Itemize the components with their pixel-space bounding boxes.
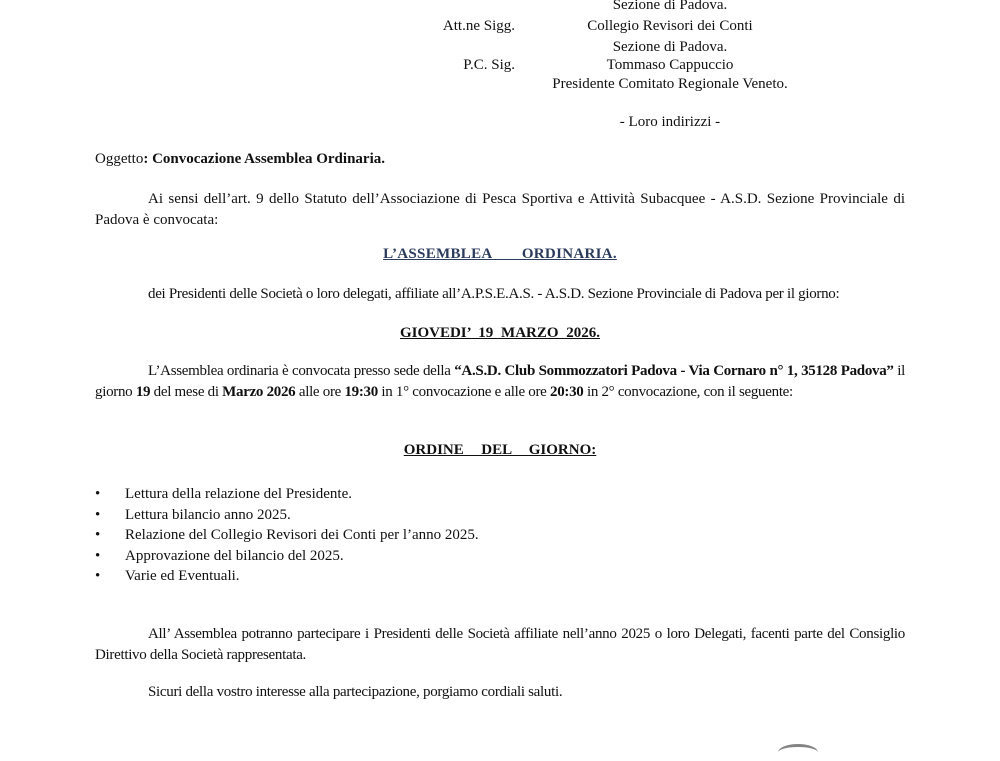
recipient-closing: - Loro indirizzi - — [619, 114, 721, 130]
first-call-time: 19:30 — [344, 384, 378, 400]
meeting-day: 19 — [135, 384, 151, 400]
agenda-heading — [0, 442, 1000, 459]
date-heading-text: GIOVEDI’ 19 MARZO 2026. — [399, 325, 601, 341]
agenda-item-text: Approvazione del bilancio del 2025. — [125, 547, 344, 564]
bullet-icon: • — [95, 568, 101, 584]
attendees-paragraph: dei Presidenti delle Società o loro delegati, affiliate all’A.P.S.E.A.S. - A.S.D. Sezione Provinciale di Padova per il giorno: — [148, 286, 840, 302]
second-call-time: 20:30 — [550, 384, 584, 400]
venue-name: “A.S.D. Club Sommozzatori Padova - Via Cornaro n° 1, 35128 Padova” — [454, 363, 894, 379]
venue-text: L’Assemblea ordinaria è convocata presso sede della — [148, 363, 455, 379]
assembly-heading — [0, 246, 1000, 263]
recipient-label-attne: Att.ne Sigg. — [442, 18, 515, 34]
agenda-item-text: Lettura bilancio anno 2025. — [125, 506, 291, 523]
venue-text: del mese di — [150, 384, 223, 400]
agenda-item-text: Relazione del Collegio Revisori dei Conti per l’anno 2025. — [125, 527, 479, 543]
agenda-item-text: Lettura della relazione del Presidente. — [125, 486, 352, 502]
bullet-icon: • — [95, 506, 101, 523]
venue-text: il giorno — [95, 363, 905, 400]
bullet-icon: • — [95, 486, 101, 502]
agenda-list — [95, 484, 479, 587]
assembly-heading-text: L’ASSEMBLEA ORDINARIA. — [383, 246, 617, 262]
subject-line — [95, 151, 385, 168]
recipient-label-pc: P.C. Sig. — [463, 57, 515, 73]
venue-paragraph — [95, 361, 905, 403]
venue-text: alle ore — [295, 384, 345, 400]
stamp-seal-icon — [778, 744, 818, 761]
agenda-heading-text: ORDINE DEL GIORNO: — [403, 442, 597, 458]
recipient-line-sezione: Sezione di Padova. — [612, 39, 728, 55]
recipient-line-name: Tommaso Cappuccio — [606, 57, 734, 73]
closing-paragraph: Sicuri della vostro interesse alla partecipazione, porgiamo cordiali saluti. — [148, 684, 563, 700]
subject-label: Oggetto — [95, 151, 144, 167]
date-heading — [0, 325, 1000, 342]
intro-paragraph: Ai sensi dell’art. 9 dello Statuto dell’Associazione di Pesca Sportiva e Attività Subacquee - A.S.D. Sezione Provinciale di Padova è convocata: — [95, 191, 905, 228]
recipient-line-collegio: Collegio Revisori dei Conti — [587, 18, 753, 34]
agenda-item — [95, 505, 479, 526]
agenda-item — [95, 546, 479, 567]
venue-text: in 1° convocazione e alle ore — [377, 384, 550, 400]
recipient-top-line: Sezione di Padova. — [612, 0, 728, 13]
agenda-item — [95, 525, 479, 546]
agenda-item-text: Varie ed Eventuali. — [125, 568, 240, 584]
subject-colon: : — [143, 151, 153, 167]
bullet-icon: • — [95, 547, 101, 564]
recipient-line-role: Presidente Comitato Regionale Veneto. — [552, 76, 788, 92]
meeting-month: Marzo 2026 — [222, 384, 296, 400]
agenda-item — [95, 566, 479, 587]
agenda-item — [95, 484, 479, 505]
participation-paragraph: All’ Assemblea potranno partecipare i Presidenti delle Società affiliate nell’anno 2025 o loro Delegati, facenti parte del Consiglio Direttivo della Società rappresentata. — [95, 626, 905, 663]
bullet-icon: • — [95, 527, 101, 543]
venue-text: in 2° convocazione, con il seguente: — [583, 384, 793, 400]
subject-text: Convocazione Assemblea Ordinaria. — [152, 151, 385, 167]
